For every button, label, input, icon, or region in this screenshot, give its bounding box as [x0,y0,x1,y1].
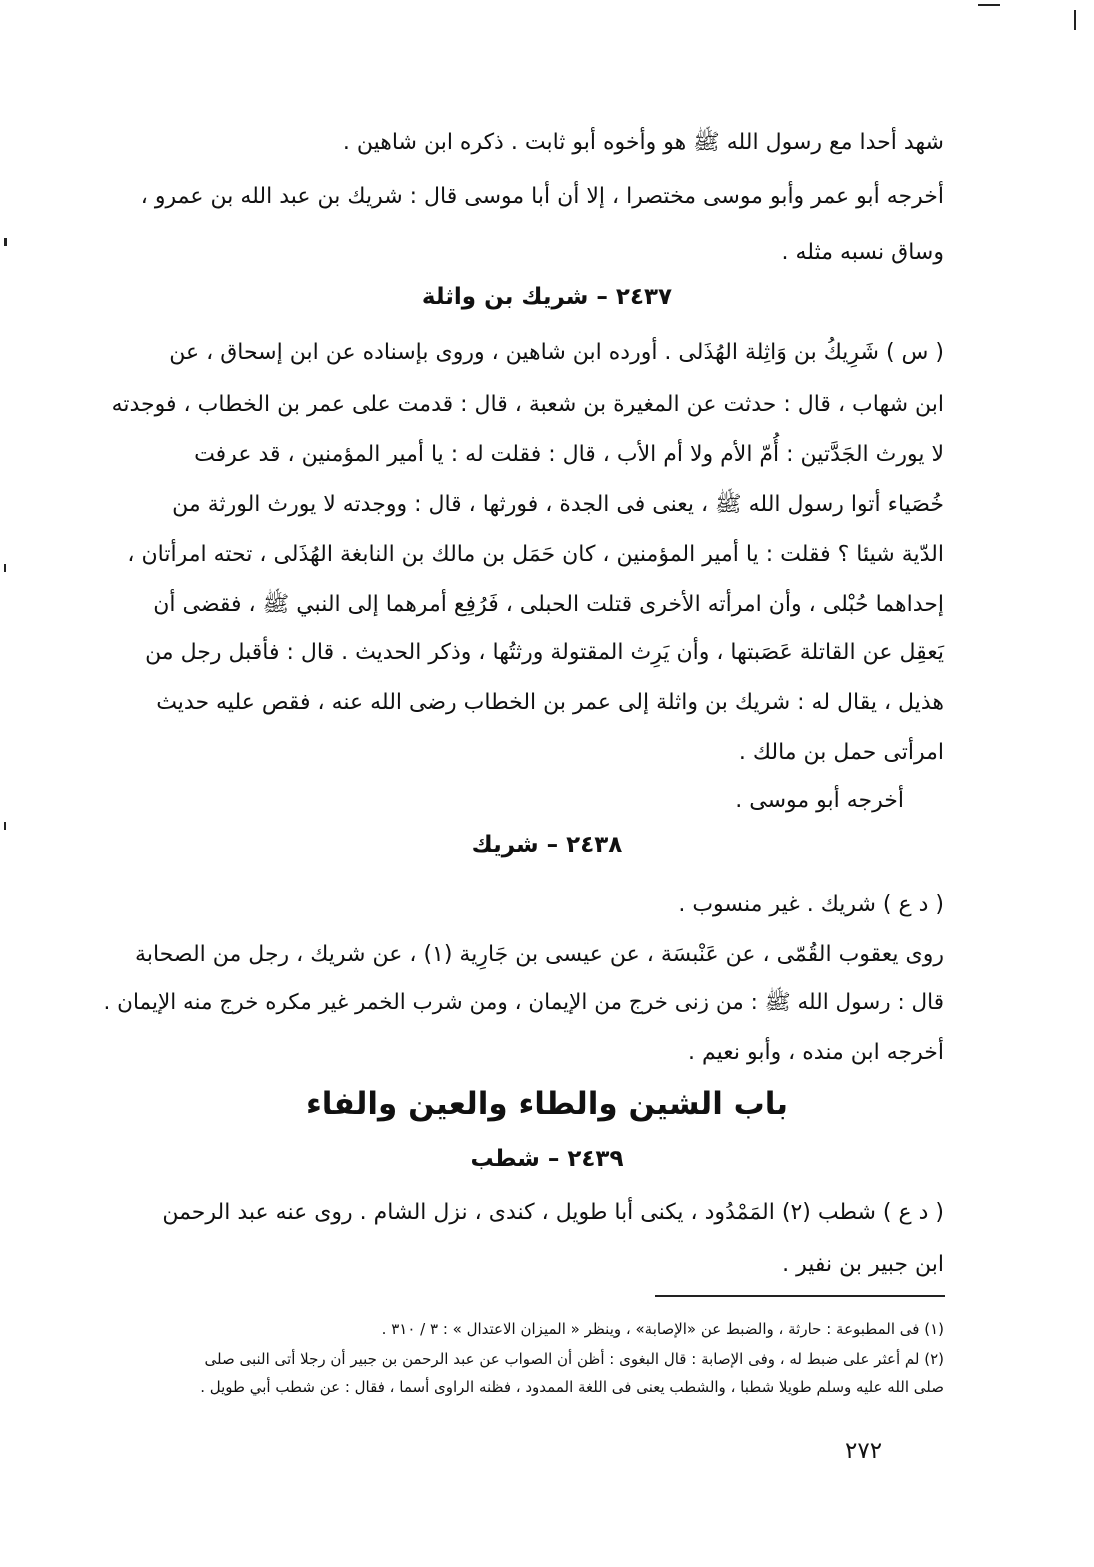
footnote: (١) فى المطبوعة : حارثة ، والضبط عن «الإصابة» ، وينظر « الميزان الاعتدال » : ٣ / ٣١٠ . [381,1320,944,1338]
chapter-title: باب الشين والطاء والعين والفاء [305,1086,789,1122]
text-line: يَعقِل عن القاتلة عَصَبتها ، وأن يَرِث المقتولة ورثتُها ، وذكر الحديث . قال : فأقبل رجل من [145,640,944,665]
text-line: قال : رسول الله ﷺ : من زنى خرج من الإيمان ، ومن شرب الخمر غير مكره خرج منه الإيمان . [103,990,944,1015]
scan-mark-left-2 [4,564,6,572]
footnote-divider [655,1295,945,1297]
scan-mark-top [978,4,1000,6]
text-line: إحداهما حُبْلى ، وأن امرأته الأخرى قتلت الحبلى ، فَرُفِع أمرهما إلى النبي ﷺ ، فقضى أن [153,592,944,617]
text-line: هذيل ، يقال له : شريك بن واثلة إلى عمر بن الخطاب رضى الله عنه ، فقص عليه حديث [156,690,944,715]
text-line: خُصَياء أتوا رسول الله ﷺ ، يعنى فى الجدة ، فورثها ، قال : ووجدته لا يورث الورثة من [172,492,944,517]
scan-mark-left-1 [4,238,7,246]
footnote: (٢) لم أعثر على ضبط له ، وفى الإصابة : قال البغوى : أظن أن الصواب عن عبد الرحمن بن جبير أن رجلا أتى النبى صلى [204,1350,944,1368]
scan-mark-left-3 [4,822,6,830]
text-line: امرأتى حمل بن مالك . [738,740,944,765]
text-line: ( س ) شَرِيكُ بن وَاثِلة الهُذَلى . أورده ابن شاهين ، وروى بإسناده عن ابن إسحاق ، عن [169,340,944,365]
text-line: أخرجه ابن منده ، وأبو نعيم . [687,1040,944,1065]
entry-heading: ٢٤٣٩ – شطب [470,1146,624,1172]
scan-mark-right [1074,10,1076,30]
text-line: ابن جبير بن نفير . [782,1252,944,1277]
text-line: أخرجه أبو عمر وأبو موسى مختصرا ، إلا أن أبا موسى قال : شريك بن عبد الله بن عمرو ، [140,184,944,209]
page-number: ٢٧٢ [845,1438,883,1464]
text-line: ( د ع ) شريك . غير منسوب . [678,892,944,917]
text-line: ( د ع ) شطب (٢) المَمْدُود ، يكنى أبا طويل ، كندى ، نزل الشام . روى عنه عبد الرحمن [162,1200,944,1225]
entry-heading: ٢٤٣٨ – شريك [471,832,623,858]
text-line: وساق نسبه مثله . [781,240,944,265]
text-line: الدّية شيئا ؟ فقلت : يا أمير المؤمنين ، كان حَمَل بن مالك بن النابغة الهُذَلى ، تحته امرأتان ، [127,542,944,567]
text-line: ابن شهاب ، قال : حدثت عن المغيرة بن شعبة ، قال : قدمت على عمر بن الخطاب ، فوجدته [111,392,944,417]
text-line: لا يورث الجَدَّتين : أُمّ الأم ولا أم الأب ، قال : فقلت له : يا أمير المؤمنين ، قد عرفت [194,442,944,467]
footnote: صلى الله عليه وسلم طويلا شطبا ، والشطب يعنى فى اللغة الممدود ، فظنه الراوى أسما ، فقال : عن شطب أبي طويل . [200,1378,944,1396]
entry-heading: ٢٤٣٧ – شريك بن واثلة [421,284,673,310]
text-line: روى يعقوب القُمّى ، عن عَنْبسَة ، عن عيسى بن جَارِية (١) ، عن شريك ، رجل من الصحابة [135,942,944,967]
text-line: شهد أحدا مع رسول الله ﷺ هو وأخوه أبو ثابت . ذكره ابن شاهين . [342,130,944,155]
text-line: أخرجه أبو موسى . [735,788,904,813]
